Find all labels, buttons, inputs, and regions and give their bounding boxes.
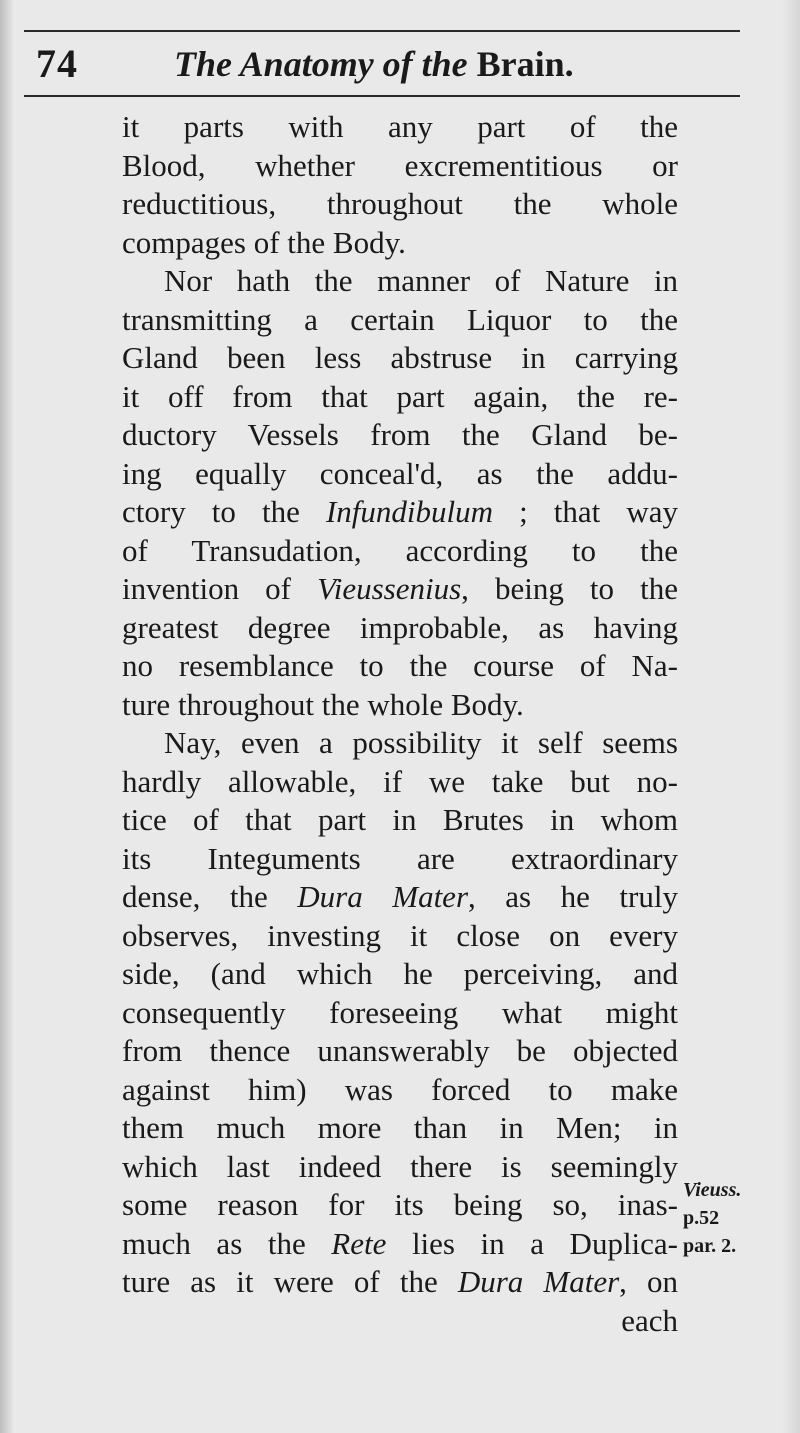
margin-note — [683, 1176, 793, 1260]
text-span: invention of — [122, 571, 291, 606]
text-line: ductory Vessels from the Gland be- — [122, 417, 678, 452]
text-line: consequently foreseeing what might — [122, 994, 678, 1030]
text-line: tice of that part in Brutes in whom — [122, 802, 678, 837]
text-line: them much more than in Men; in — [122, 1110, 678, 1145]
text-line: no resemblance to the course of Na- — [122, 648, 678, 683]
text-line: from thence unanswerably be objected — [122, 1033, 678, 1068]
text-line — [122, 878, 678, 917]
text-line: it parts with any part of the — [122, 109, 678, 144]
text-span: much as the — [122, 1225, 306, 1261]
text-line: of Transudation, according to the — [122, 532, 678, 568]
header-rule-top — [24, 30, 740, 32]
running-title — [174, 40, 574, 88]
text-line: reductitious, throughout the whole — [122, 186, 678, 221]
margin-note-paragraph: par. 2. — [683, 1235, 737, 1257]
text-span: dense, the — [122, 879, 268, 914]
text-line: greatest degree improbable, as having — [122, 609, 678, 645]
italic-term: Dura Mater — [457, 1264, 620, 1299]
italic-term: Dura Mater — [297, 879, 469, 914]
catchword: each — [621, 1302, 678, 1338]
text-span: , being to the — [461, 571, 678, 606]
text-line: which last indeed there is seemingly — [122, 1148, 678, 1184]
text-line: ing equally conceal'd, as the addu- — [122, 455, 678, 491]
text-line: observes, investing it close on every — [122, 917, 678, 953]
margin-note-reference — [683, 1176, 793, 1232]
italic-term: Infundibulum — [325, 494, 494, 529]
text-line — [122, 1263, 678, 1302]
text-line — [122, 493, 678, 532]
text-line: compages of the Body. — [122, 224, 406, 260]
text-line: against him) was forced to make — [122, 1071, 678, 1107]
text-span: lies in a Duplica- — [411, 1225, 679, 1261]
text-line: Blood, whether excrementitious or — [122, 147, 678, 183]
text-line: Gland been less abstruse in carrying — [122, 340, 678, 375]
text-line: Nay, even a possibility it self seems — [164, 725, 678, 760]
text-span: ctory to the — [122, 494, 300, 529]
text-span: ture as it were of the — [122, 1264, 438, 1299]
text-line: transmitting a certain Liquor to the — [122, 301, 678, 337]
running-header — [24, 38, 740, 94]
margin-note-author: Vieuss. — [683, 1179, 742, 1201]
margin-note-page: p.52 — [683, 1207, 720, 1229]
text-span: , as he truly — [468, 879, 678, 914]
text-span: , on — [619, 1264, 679, 1299]
running-title-italic: The Anatomy of the — [174, 44, 468, 84]
italic-term: Vieussenius — [317, 571, 462, 606]
header-rule-bottom — [24, 95, 740, 97]
text-line: Nor hath the manner of Nature in — [164, 263, 678, 298]
text-line: side, (and which he perceiving, and — [122, 956, 678, 991]
text-line: it off from that part again, the re- — [122, 378, 678, 414]
text-line — [122, 570, 678, 609]
body-text — [122, 108, 678, 1340]
page-number: 74 — [36, 41, 78, 86]
italic-term: Rete — [331, 1225, 387, 1261]
text-span: ; that way — [519, 494, 679, 529]
text-line: some reason for its being so, inas- — [122, 1187, 678, 1222]
text-line: ture throughout the whole Body. — [122, 686, 524, 722]
text-line — [122, 1225, 678, 1264]
running-title-roman: Brain. — [476, 44, 574, 84]
text-line: hardly allowable, if we take but no- — [122, 763, 678, 799]
text-line: its Integuments are extraordinary — [122, 840, 678, 876]
